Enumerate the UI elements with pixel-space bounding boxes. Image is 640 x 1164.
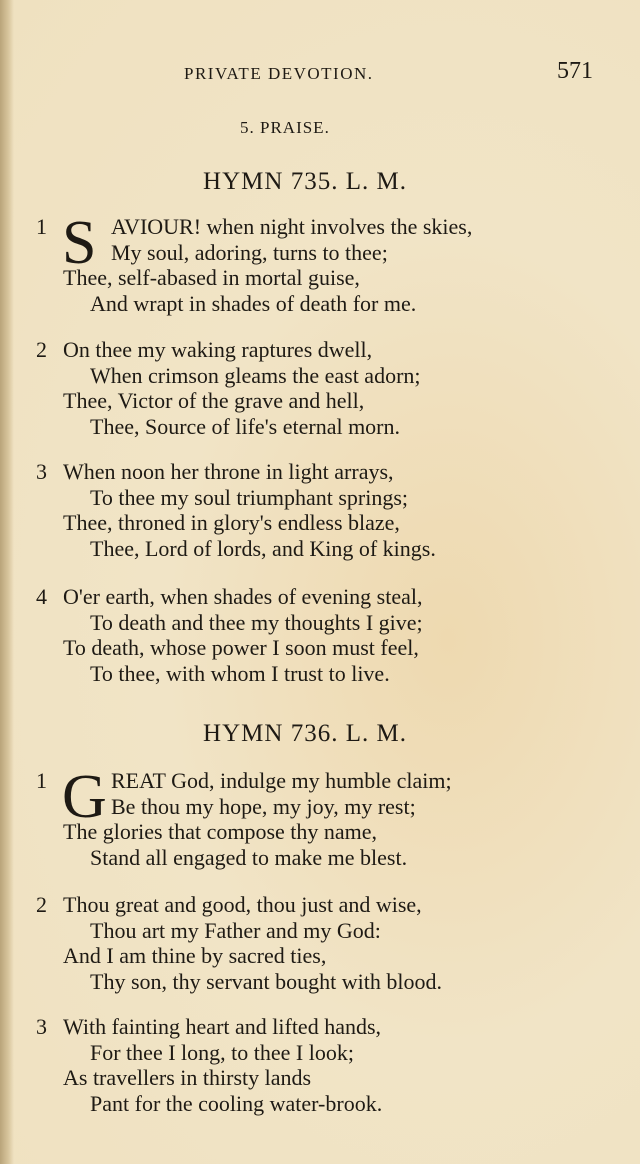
line-text: On thee my waking raptures dwell,: [63, 337, 373, 362]
line-text: O'er earth, when shades of evening steal,: [63, 584, 423, 609]
stanza-line: To thee my soul triumphant springs;: [90, 484, 409, 510]
stanza-line: And I am thine by sacred ties,: [63, 943, 327, 968]
stanza-number: 2: [36, 892, 47, 917]
stanza-line: [36, 1014, 616, 1040]
running-title: PRIVATE DEVOTION.: [184, 64, 374, 83]
stanza-line: And wrapt in shades of death for me.: [90, 290, 417, 316]
stanza-line: To death and thee my thoughts I give;: [90, 609, 423, 635]
stanza: [36, 892, 616, 994]
stanza-line: As travellers in thirsty lands: [63, 1065, 312, 1090]
stanza-line: Thee, Lord of lords, and King of kings.: [90, 535, 436, 561]
stanza-line: Thee, Victor of the grave and hell,: [63, 388, 365, 413]
hymn-title: HYMN 735. L. M.: [203, 168, 407, 195]
stanza-line: My soul, adoring, turns to thee;: [111, 239, 388, 265]
section-heading: 5. PRAISE.: [240, 118, 330, 137]
stanza-number: 1: [36, 768, 47, 793]
stanza-line: Stand all engaged to make me blest.: [90, 844, 408, 870]
stanza: [36, 763, 616, 870]
line-text: With fainting heart and lifted hands,: [63, 1014, 382, 1039]
stanza-line: Pant for the cooling water-brook.: [90, 1090, 383, 1116]
stanza-number: 4: [36, 584, 47, 609]
stanza-line: To death, whose power I soon must feel,: [63, 635, 419, 660]
stanza-line: [36, 459, 616, 485]
stanza-line: Thee, throned in glory's endless blaze,: [63, 510, 400, 535]
line-text: REAT God, indulge my humble claim;: [111, 768, 452, 793]
stanza-number: 1: [36, 214, 47, 239]
stanza-line: Thy son, thy servant bought with blood.: [90, 968, 442, 994]
stanza: [36, 459, 616, 561]
stanza-line: Be thou my hope, my joy, my rest;: [111, 793, 416, 819]
line-text: Thou great and good, thou just and wise,: [63, 892, 422, 917]
stanza-number: 2: [36, 337, 47, 362]
stanza-line: Thou art my Father and my God:: [90, 917, 381, 943]
stanza-line: Thee, self-abased in mortal guise,: [63, 265, 360, 290]
stanza-number: 3: [36, 459, 47, 484]
stanza-line: The glories that compose thy name,: [63, 819, 378, 844]
line-text: When noon her throne in light arrays,: [63, 459, 394, 484]
stanza: [36, 1014, 616, 1116]
page-number: 571: [557, 58, 593, 84]
drop-cap: G: [62, 763, 107, 831]
stanza-line: For thee I long, to thee I look;: [90, 1039, 354, 1065]
stanza: [36, 337, 616, 439]
stanza: [36, 209, 616, 316]
stanza-line: [36, 337, 616, 363]
hymn-title: HYMN 736. L. M.: [203, 720, 407, 747]
stanza-line: [36, 892, 616, 918]
stanza-number: 3: [36, 1014, 47, 1039]
stanza-line: Thee, Source of life's eternal morn.: [90, 413, 401, 439]
stanza-line: [36, 584, 616, 610]
drop-cap: S: [62, 209, 97, 277]
stanza: [36, 584, 616, 686]
line-text: AVIOUR! when night involves the skies,: [111, 214, 473, 239]
stanza-line: When crimson gleams the east adorn;: [90, 362, 421, 388]
stanza-line: To thee, with whom I trust to live.: [90, 660, 390, 686]
